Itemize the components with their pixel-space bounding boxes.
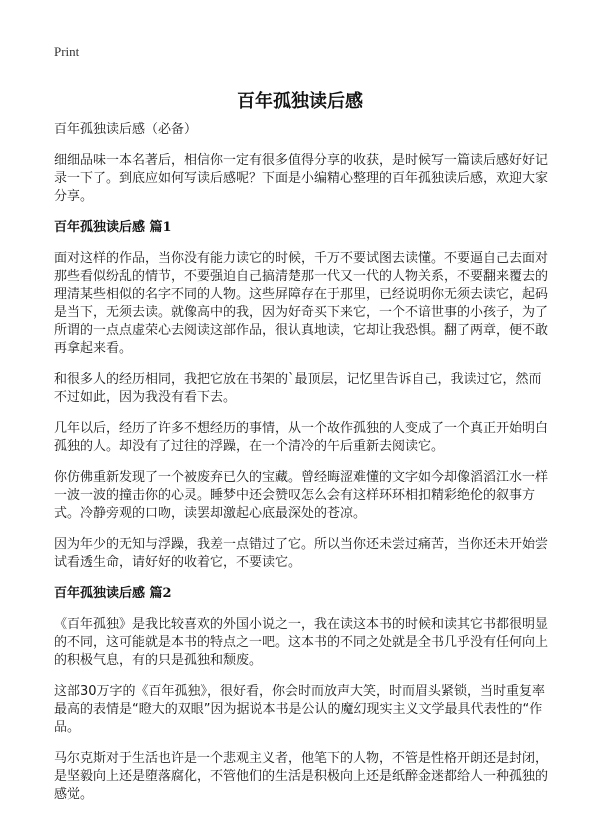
section-1-paragraph: 因为年少的无知与浮躁，我差一点错过了它。所以当你还未尝过痛苦，当你还未开始尝试看透生命，请好好的收着它，不要读它。 — [54, 537, 549, 570]
section-heading-1: 百年孤独读后感 篇1 — [54, 220, 172, 235]
section-1-paragraph: 几年以后，经历了许多不想经历的事情，从一个故作孤独的人变成了一个真正开始明白孤独的人。却没有了过往的浮躁，在一个清冷的午后重新去阅读它。 — [54, 421, 549, 454]
page-title: 百年孤独读后感 — [237, 91, 363, 113]
article-subtitle: 百年孤独读后感（必备） — [54, 122, 198, 137]
section-1-paragraph: 面对这样的作品，当你没有能力读它的时候，千万不要试图去读懂。不要逼自己去面对那些看似纷乱的情节，不要强迫自己搞清楚那一代又一代的人物关系，不要翻来覆去的理清某些相似的名字不同的人物。这些屏障存在于那里，已经说明你无须去读它，起码是当下，无须去读。就像高中的我，因为好奇买下来它，一个不谙世事的小孩子，为了所谓的一点点虚荣心去阅读这部作品，很认真地读，它却让我恐惧。翻了两章，便不敢再拿起来看。 — [54, 251, 549, 356]
section-1-paragraph: 和很多人的经历相同，我把它放在书架的`最顶层，记忆里告诉自己，我读过它，然而不过如此，因为我没有看下去。 — [54, 372, 542, 405]
intro-paragraph: 细细品味一本名著后，相信你一定有很多值得分享的收获，是时候写一篇读后感好好记录一下了。到底应如何写读后感呢？下面是小编精心整理的百年孤独读后感，欢迎大家分享。 — [54, 153, 549, 204]
section-heading-2: 百年孤独读后感 篇2 — [54, 586, 172, 601]
section-2-paragraph: 《百年孤独》是我比较喜欢的外国小说之一，我在读这本书的时候和读其它书都很明显的不同，这可能就是本书的特点之一吧。这本书的不同之处就是全书几乎没有任何向上的积极气息，有的只是孤独和颓废。 — [54, 617, 549, 668]
print-link[interactable]: Print — [54, 44, 80, 59]
article-body — [54, 121, 550, 817]
section-2-paragraph: 马尔克斯对于生活也许是一个悲观主义者，他笔下的人物，不管是性格开朗还是封闭，是坚毅向上还是堕落腐化，不管他们的生活是积极向上还是纸醉金迷都给人一种孤独的感觉。 — [54, 751, 549, 802]
section-1-paragraph: 你仿佛重新发现了一个被废弃已久的宝藏。曾经晦涩难懂的文字如今却像滔滔江水一样一波一波的撞击你的心灵。睡梦中还会赞叹怎么会有这样环环相扣精彩绝伦的叙事方式。冷静旁观的口吻，读罢却激起心底最深处的苍凉。 — [54, 470, 549, 521]
section-2-paragraph: 这部30万字的《百年孤独》，很好看，你会时而放声大笑，时而眉头紧锁，当时重复率最高的表情是“瞪大的双眼”因为据说本书是公认的魔幻现实主义文学最具代表性的“作品。 — [54, 684, 546, 735]
